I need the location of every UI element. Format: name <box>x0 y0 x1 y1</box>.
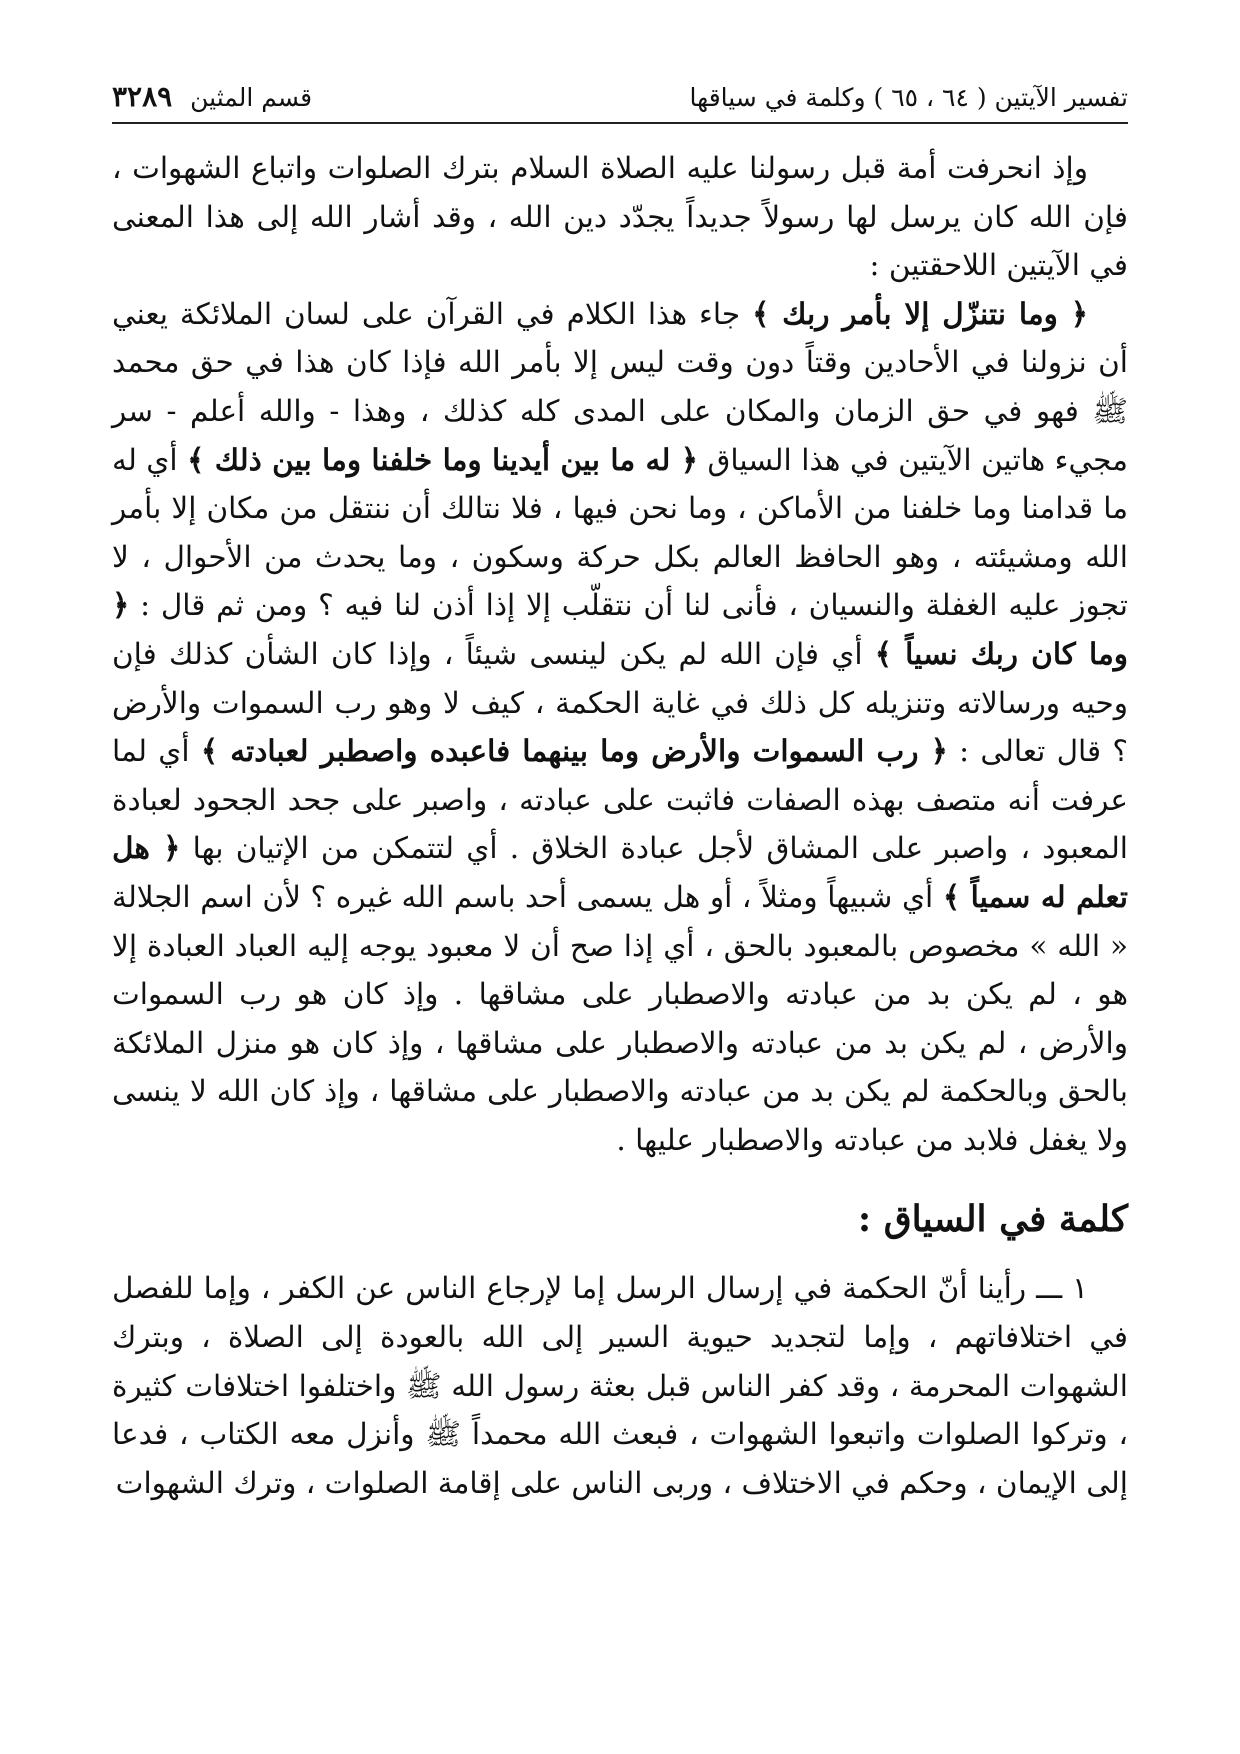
commentary-text-3: أي فإن الله لم يكن لينسى شيئاً ، وإذا كان الشأن كذلك فإن وحيه ورسالاته وتنزيله كل ذلك في غاية الحكمة ، كيف لا وهو رب السموات والأرض ؟ قال تعالى : <box>112 636 1129 769</box>
page-number: ٣٢٨٩ <box>112 80 173 113</box>
chapter-title: تفسير الآيتين ( ٦٤ ، ٦٥ ) وكلمة في سياقها <box>689 83 1128 112</box>
body-text <box>112 144 1128 1507</box>
commentary-text-1: جاء هذا الكلام في القرآن على لسان الملائكة يعني أن نزولنا في الأحادين وقتاً دون وقت ليس إلا بأمر الله فإذا كان هذا في حق محمد ﷺ فهو في حق الزمان والمكان على المدى كله كذلك ، وهذا - والله أعلم - سر مجيء هاتين الآيتين في هذا السياق <box>112 296 1128 477</box>
commentary-text-5: أي شبيهاً ومثلاً ، أو هل يسمى أحد باسم الله غيره ؟ لأن اسم الجلالة « الله » مخصوص بالمعبود بالحق ، أي إذا صح أن لا معبود يوجه إليه العباد العبادة إلا هو ، لم يكن بد من عبادته والاصطبار على مشاقها . وإذ كان هو رب السموات والأرض ، لم يكن بد من عبادته والاصطبار على مشاقها ، وإذ كان هو منزل الملائكة بالحق وبالحكمة لم يكن بد من عبادته والاصطبار على مشاقها ، وإذ كان الله لا ينسى ولا يغفل فلابد من عبادته والاصطبار عليها . <box>112 879 1128 1157</box>
paragraph-intro: وإذ انحرفت أمة قبل رسولنا عليه الصلاة السلام بترك الصلوات واتباع الشهوات ، فإن الله كان يرسل لها رسولاً جديداً يجدّد دين الله ، وقد أشار الله إلى هذا المعنى في الآيتين اللاحقتين : <box>112 151 1128 283</box>
running-header <box>112 80 1128 124</box>
paragraph-commentary <box>112 290 1128 1165</box>
quran-verse-1: ﴿ وما نتنزّل إلا بأمر ربك ﴾ <box>752 295 1088 331</box>
section-heading: كلمة في السياق : <box>857 1198 1128 1241</box>
quran-verse-3: ﴿ وما كان ربك نسياً ﴾ <box>112 587 1128 671</box>
commentary-text-4: أي لما عرفت أنه متصف بهذه الصفات فاثبت على عبادته ، واصبر على جحد الجحود لعبادة المعبود ، واصبر على المشاق لأجل عبادة الخلاق . أي لتتمكن من الإتيان بها <box>112 734 1129 866</box>
quran-verse-4: ﴿ رب السموات والأرض وما بينهما فاعبده واصطبر لعبادته ﴾ <box>200 733 948 769</box>
paragraph-context: ١ ـــ رأينا أنّ الحكمة في إرسال الرسل إما لإرجاع الناس عن الكفر ، وإما للفصل في اختلافاتهم ، وإما لتجديد حيوية السير إلى الله بالعودة إلى الصلاة ، وبترك الشهوات المحرمة ، وقد كفر الناس قبل بعثة رسول الله ﷺ واختلفوا اختلافات كثيرة ، وتركوا الصلوات واتبعوا الشهوات ، فبعث الله محمداً ﷺ وأنزل معه الكتاب ، فدعا إلى الإيمان ، وحكم في الاختلاف ، وربى الناس على إقامة الصلوات ، وترك الشهوات <box>112 1271 1128 1500</box>
commentary-text-2: أي له ما قدامنا وما خلفنا من الأماكن ، وما نحن فيها ، فلا نتالك أن ننتقل من مكان إلا بأمر الله ومشيئته ، وهو الحافظ العالم بكل حركة وسكون ، وما يحدث من الأحوال ، لا تجوز عليه الغفلة والنسيان ، فأنى لنا أن نتقلّب إلا إذا أذن لنا فيه ؟ ومن ثم قال : <box>112 442 1128 623</box>
header-left-group <box>112 80 312 113</box>
book-page <box>112 80 1128 1507</box>
quran-verse-2: ﴿ له ما بين أيدينا وما خلفنا وما بين ذلك ﴾ <box>187 441 698 477</box>
quran-verse-5: ﴿ هل تعلم له سمياً ﴾ <box>112 830 1129 914</box>
section-name: قسم المثين <box>190 83 313 112</box>
